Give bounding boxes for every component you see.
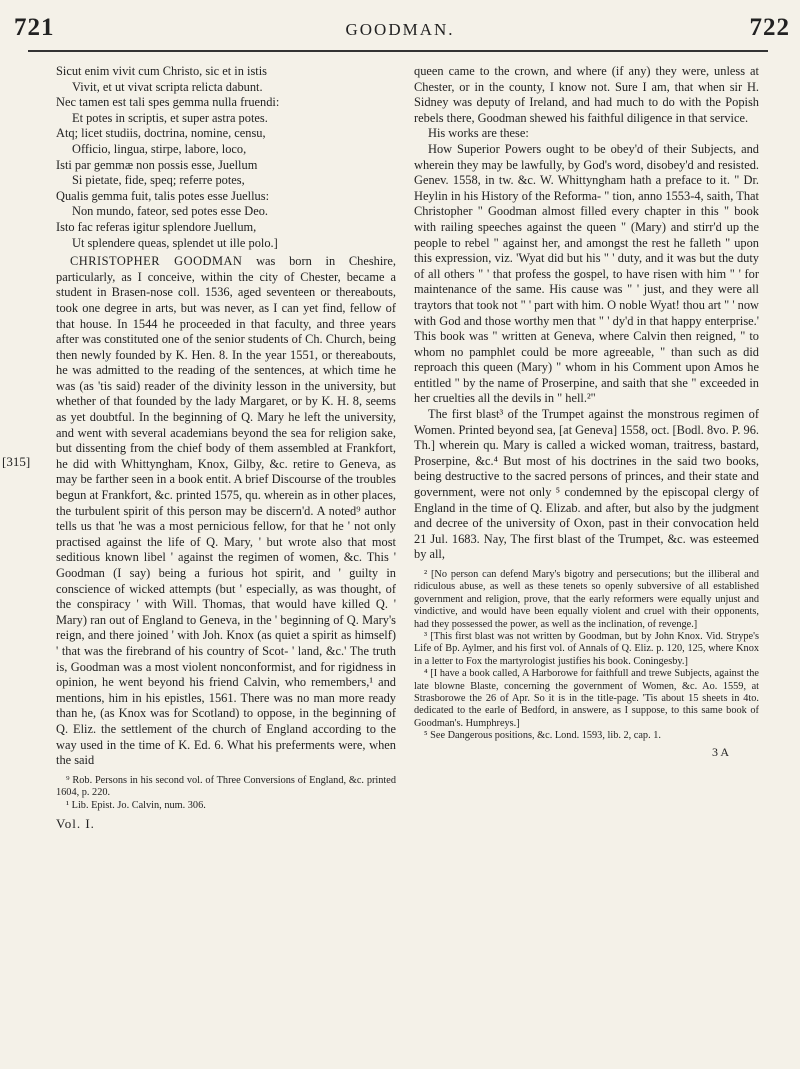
continued-paragraph: queen came to the crown, and where (if any) they were, unless at Chester, or in the county, I know not. Sure I am, that when sir H. Sidney was deputy of Ireland, and had much to do with the Popish rebels there, Goodman shewed his faithful diligence in that service. (414, 64, 759, 125)
latin-verse (56, 64, 396, 251)
column-number-right: 722 (749, 14, 790, 41)
column-number-left: 721 (14, 14, 55, 41)
verse-line: Officio, lingua, stirpe, labore, loco, (72, 141, 247, 156)
work-entry: How Superior Powers ought to be obey'd of their Subjects, and wherein they may be lawfully, by God's word, disobey'd and resisted. Genev. 1558, in tw. &c. W. Whittyngham hath a preface to it. " Dr. Heylin in his History of the Reforma- " tion, anno 1553-4, saith, That Christopher " Goodman almost filled every chapter in this " book with railing speeches against the queen " (Mary) and stirr'd up the people to rebel " against her, and amongst the rest he falleth " upon this expression, viz. 'Wyat did but his " ' duty, and it was but the duty of all others " ' that profess the gospel, to have risen with him " ' for maintenance of the same. His cause was " ' just, and they were all traytors that took not " ' part with him. O noble Wyat! thou art " ' now with God and those worthy men that " ' dy'd in that happy enterprise.' This book was " written at Geneva, where Calvin then reigned, " to whom no pamphlet could be more agreeable, " than such as did reproach this queen (Mary) " whom in his Comment upon Amos he entitled " by the name of Proserpine, and saith that she " exceeded in her cruelties all the devils in " hell.²" (414, 141, 760, 406)
page-header (0, 0, 800, 58)
margin-page-note: [315] (2, 454, 31, 469)
left-footnotes (56, 775, 396, 812)
signature-mark: 3 A (711, 744, 729, 759)
verse-line: Ut splendere queas, splendet ut ille polo.] (72, 235, 278, 250)
right-column (414, 64, 759, 760)
verse-line: Non mundo, fateor, sed potes esse Deo. (72, 204, 268, 219)
verse-line: Isti par gemmæ non possis esse, Juellum (56, 157, 258, 172)
verse-line: Isto fac referas igitur splendore Juellum, (56, 219, 257, 234)
work-entry: The first blast³ of the Trumpet against the monstrous regimen of Women. Printed beyond sea, [at Geneva] 1558, oct. [Bodl. 8vo. P. 96. Th.] wherein qu. Mary is called a wicked woman, traitress, bastard, Proserpine, &c.⁴ But most of his doctrines in the said two books, being destructive to the sacred persons of princes, and their state and government, were not only ⁵ condemned by the episcopal clergy of England in the time of Q. Elizab. and after, but also by the judgment and decree of the university of Oxon, past in their convocation held 21 Jul. 1683. Nay, The first blast of the Trumpet, &c. was esteemed by all, (414, 407, 759, 562)
verse-line: Et potes in scriptis, et super astra potes. (72, 110, 268, 125)
works-intro: His works are these: (428, 126, 529, 141)
verse-line: Atq; licet studiis, doctrina, nomine, censu, (56, 126, 266, 141)
footnote: ³ [This first blast was not written by Goodman, but by John Knox. Vid. Strype's Life of Bp. Aylmer, and his first vol. of Annals of Q. Eliz. p. 120, 125, where Knox in a letter to Fox the martyrologist justifies his book. Coningesby.] (414, 631, 759, 667)
verse-line: Vivit, et ut vivat scripta relicta dabunt. (72, 79, 263, 94)
verse-line: Si pietate, fide, speq; referre potes, (72, 173, 245, 188)
biography-text: was born in Cheshire, particularly, as I conceive, within the city of Chester, became a student in Brasen-nose coll. 1536, aged seventeen or thereabouts, took one degree in arts, but was never, as I can yet find, fellow of that house. In 1544 he proceeded in that faculty, and three years after was constituted one of the senior students of Ch. Church, being then newly founded by K. Hen. 8. In the year 1551, or thereabouts, he was admitted to the reading of the sentences, at which time he was (as 'tis said) reader of the divinity lesson in the university, but whether of that founded by the lady Margaret, or by K. H. 8, seems as yet doubtful. In the beginning of Q. Mary he left the university, and went with several academians beyond the sea for religion sake, but dissenting from the chief body of them assembled at Frankfort, he did with Whittyngham, Knox, Gilby, &c. retire to Geneva, as may be farther seen in a book entit. A brief Discourse of the troubles begun at Frankfort, &c. printed 1575, qu. wherein as in other places, the turbulent spirit of this person may be discern'd. A noted⁹ author tells us that 'he was a most pernicious fellow, for that he ' not only practised against the life of Q. Mary, ' but wrote also that most seditious known libel ' against the regimen of women, &c. This ' Goodman (I say) being a furious hot spirit, and ' guilty in conscience of wicked attempts (but ' especially, as was thought, of the conspiracy ' with Will. Thomas, that would have killed Q. ' Mary) ran out of England to Geneva, in the ' beginning of Q. Mary's reign, and there joined ' with Joh. Knox (as quiet a spirit as himself) ' that was the firebrand of his country of Scot- ' land, &c.' The truth is, Goodman was a most violent nonconformist, and for rigidness in opinion, he went beyond his friend Calvin, who remembers,¹ and mentions, him in his epistles, 1561. There was no man more ready than he, (as Knox was for Scotland) to oppose, in the beginning of Q. Eliz. the settlement of the church of England according to the way used in the time of K. Ed. 6. What his preferments were, when the said (56, 254, 397, 768)
verse-line: Sicut enim vivit cum Christo, sic et in istis (56, 64, 267, 78)
running-head: GOODMAN. (345, 20, 455, 39)
footnote: ⁴ [I have a book called, A Harborowe for faithfull and trewe Subjects, against the late blowne Blaste, concerning the government of Women, &c. Ao. 1559, at Strasborowe the 26 of Apr. So it is in the title-page. 'Tis about 15 sheets in 4to. dedicated to the earle of Bedford, in answere, as I suppose, to this same book of Goodman's. Humphreys.] (414, 668, 759, 729)
biography-paragraph (56, 254, 396, 769)
verse-line: Qualis gemma fuit, talis potes esse Juellus: (56, 188, 270, 203)
right-footnotes (414, 569, 759, 743)
footnote: ¹ Lib. Epist. Jo. Calvin, num. 306. (66, 799, 206, 811)
volume-mark: Vol. I. (56, 815, 95, 831)
footnote: ² [No person can defend Mary's bigotry and persecutions; but the illiberal and ridiculous abuse, as well as these tenets so openly subversive of all established government and religion, prove, that the early reformers were equally unjust and vindictive, and would have been equally violent and cruel with their opponents, had they possessed the power, as well as the inclination, of revenge.] (414, 569, 759, 630)
left-column (56, 64, 396, 832)
entry-name: CHRISTOPHER GOODMAN (70, 254, 243, 269)
footnote: ⁹ Rob. Persons in his second vol. of Three Conversions of England, &c. printed 1604, p. 220. (56, 774, 396, 799)
footnote: ⁵ See Dangerous positions, &c. Lond. 1593, lib. 2, cap. 1. (424, 730, 661, 742)
verse-line: Nec tamen est tali spes gemma nulla fruendi: (56, 95, 280, 110)
header-rule (28, 50, 768, 52)
